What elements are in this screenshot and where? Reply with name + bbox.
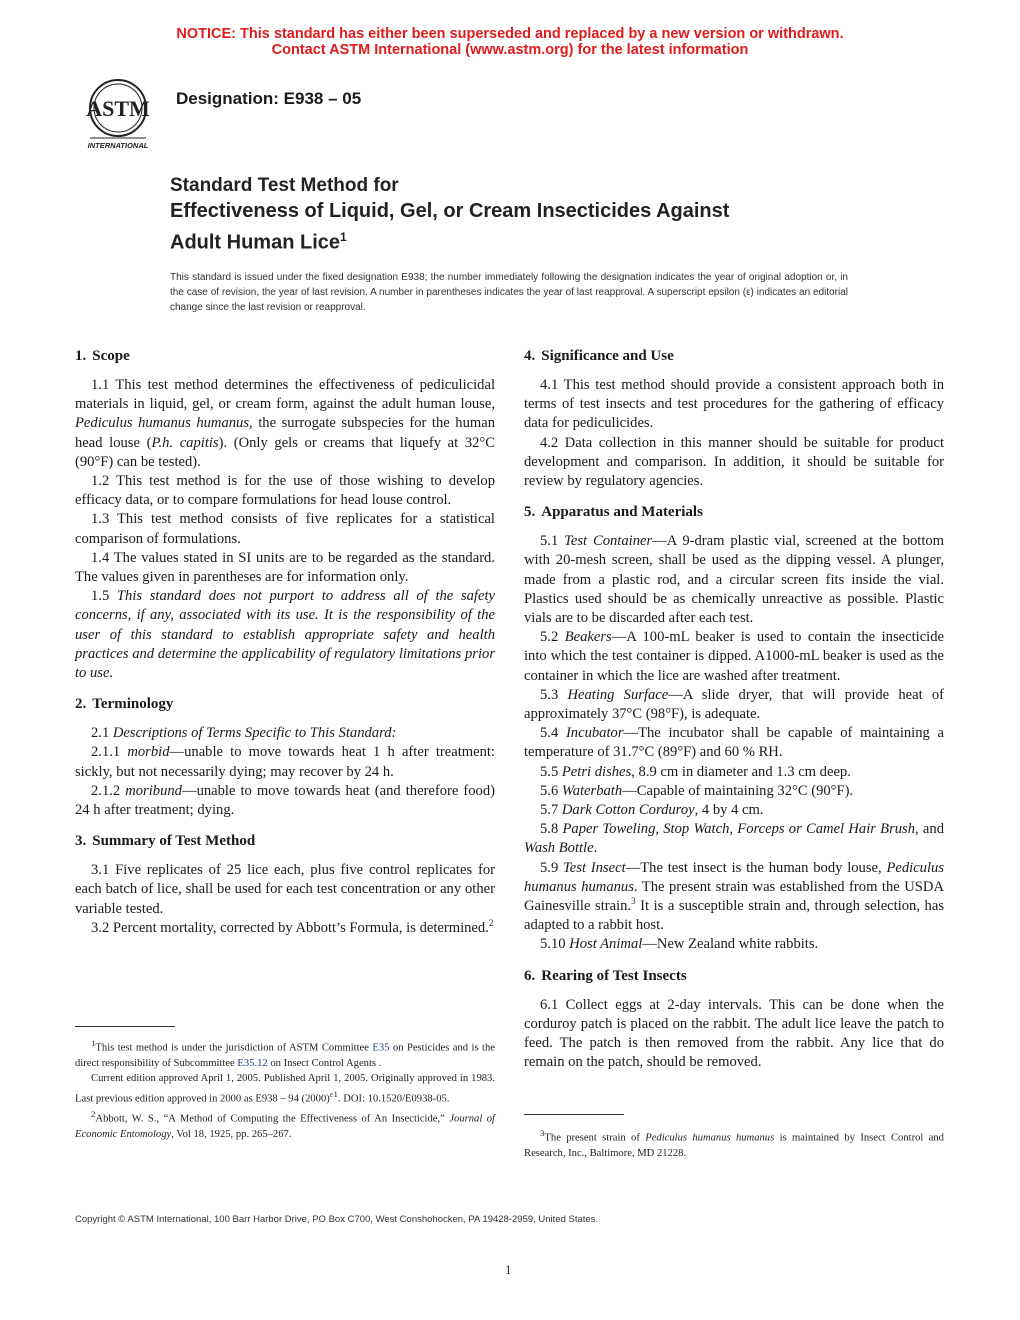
- page-number: 1: [505, 1262, 512, 1277]
- logo-letters: ASTM: [86, 96, 150, 121]
- paragraph-1-4: 1.4 The values stated in SI units are to be regarded as the standard. The values given in parentheses are for information only.: [75, 549, 495, 586]
- paragraph-3-2: 3.2 Percent mortality, corrected by Abbott’s Formula, is determined.$^2$: [91, 918, 494, 936]
- paragraph-5-8: 5.8 Paper Toweling, Stop Watch, Forceps or Camel Hair Brush, and Wash Bottle.: [524, 821, 944, 857]
- subcommittee-link[interactable]: E35.12: [237, 1057, 268, 1069]
- footnotes-left: [75, 1036, 495, 1142]
- paragraph-1-5: 1.5 This standard does not purport to address all of the safety concerns, if any, associated with its use. It is the responsibility of the user of this standard to establish appropriate safety and health practices and determine the applicability of regulatory limitations prior to use.: [75, 588, 495, 682]
- title-line-1: Standard Test Method for: [170, 175, 399, 196]
- paragraph-2-1: 2.1 Descriptions of Terms Specific to This Standard:: [91, 725, 397, 742]
- logo-subtext: INTERNATIONAL: [87, 141, 149, 150]
- section-significance: [524, 347, 944, 491]
- paragraph-1-3: 1.3 This test method consists of five replicates for a statistical comparison of formulations.: [75, 511, 495, 547]
- paragraph-4-2: 4.2 Data collection in this manner should be suitable for product development and comparison. In addition, it should be suitable for review by regulatory agencies.: [524, 434, 944, 490]
- paragraph-5-9: 5.9 Test Insect—The test insect is the human body louse, Pediculus humanus humanus. The present strain was established from the USDA Gainesville strain.$^3$ It is a susceptible strain and, through selection, has adapted to a rabbit host.: [524, 859, 945, 934]
- paragraph-5-5: 5.5 Petri dishes, 8.9 cm in diameter and 1.3 cm deep.: [540, 763, 851, 780]
- section-heading: 4. Significance and Use: [524, 348, 674, 364]
- fixed-designation-note: This standard is issued under the fixed designation E938; the number immediately following the designation indicates the year of original adoption or, in the case of revision, the year of last revision. A number in parentheses indicates the year of last reapproval. A superscript epsilon (ε) indicates an editorial change since the last revision or reapproval.: [170, 272, 848, 313]
- notice-line-1: NOTICE: This standard has either been superseded and replaced by a new version or withdrawn.: [176, 26, 844, 42]
- section-rearing: [524, 967, 944, 1073]
- copyright-line: Copyright © ASTM International, 100 Barr Harbor Drive, PO Box C700, West Conshohocken, PA 19428-2959, United States.: [75, 1214, 599, 1225]
- astm-logo-icon: [76, 76, 160, 152]
- paragraph-2-1-2: 2.1.2 moribund—unable to move towards heat (and therefore food) 24 h after treatment; dying.: [75, 782, 495, 819]
- footnote-2: $^2$Abbott, W. S., “A Method of Computing the Effectiveness of An Insecticide,” Journal of Economic Entomology, Vol 18, 1925, pp. 265–267.: [75, 1108, 495, 1140]
- title-line-3: [170, 224, 890, 256]
- footnote-1: $^1$This test method is under the jurisdiction of ASTM Committee E35 on Pesticides and is the direct responsibility of Subcommittee E35.12 on Insect Control Agents .: [75, 1038, 495, 1069]
- paragraph-5-2: 5.2 Beakers—A 100-mL beaker is used to contain the insecticide into which the test container is dipped. A1000-mL beaker is used as the container in which the lice are washed after treatment.: [524, 629, 945, 684]
- section-heading: 6. Rearing of Test Insects: [524, 967, 687, 984]
- paragraph-5-1: 5.1 Test Container—A 9-dram plastic vial, screened at the bottom with 20-mesh screen, shall be used as the dipping vessel. A plunger, made from a plastic rod, and a circular screen fits inside the vial. Plastics used should be as chemically unreactive as possible. Plastic vials are to be discarded after each test.: [524, 533, 945, 627]
- astm-logo: [76, 76, 160, 152]
- paragraph-3-1: 3.1 Five replicates of 25 lice each, plus five control replicates for each batch of lice, shall be used for each test concentration or any other variable tested.: [75, 862, 495, 917]
- paragraph-5-3: 5.3 Heating Surface—A slide dryer, that will provide heat of approximately 37°C (98°F), is adequate.: [524, 686, 945, 723]
- section-summary: [75, 832, 495, 938]
- paragraph-5-6: 5.6 Waterbath—Capable of maintaining 32°C (90°F).: [540, 782, 854, 799]
- paragraph-1-1: 1.1 This test method determines the effectiveness of pediculicidal materials in liquid, gel, or cream form, against the adult human louse, Pediculus humanus humanus, the surrogate subspecies for the human head louse (P.h. capitis). (Only gels or creams that liquefy at 32°C (90°F) can be tested).: [75, 377, 495, 470]
- paragraph-5-4: 5.4 Incubator—The incubator shall be capable of maintaining a temperature of 31.7°C (89°F) and 60 % RH.: [524, 725, 944, 761]
- paragraph-5-10: 5.10 Host Animal—New Zealand white rabbits.: [540, 936, 819, 953]
- section-heading: 5. Apparatus and Materials: [524, 504, 703, 521]
- document-title: [170, 174, 890, 256]
- paragraph-1-2: 1.2 This test method is for the use of those wishing to develop efficacy data, or to compare formulations for head louse control.: [75, 473, 495, 509]
- section-heading: 1. Scope: [75, 348, 130, 364]
- title-line-2: Effectiveness of Liquid, Gel, or Cream Insecticides Against: [170, 200, 730, 222]
- section-heading: 2. Terminology: [75, 696, 174, 713]
- section-apparatus: [524, 503, 944, 954]
- footnote-rule: [75, 1026, 175, 1027]
- designation: Designation: E938 – 05: [176, 89, 362, 108]
- committee-link[interactable]: E35: [372, 1042, 390, 1054]
- paragraph-4-1: 4.1 This test method should provide a consistent approach both in terms of test insects and test procedures for the gathering of efficacy data for pediculicides.: [524, 377, 944, 432]
- section-terminology: [75, 695, 495, 820]
- withdrawal-notice: [0, 26, 1020, 58]
- footnote-rule: [524, 1114, 624, 1115]
- section-scope: [75, 347, 495, 683]
- footnote-3: $^3$The present strain of Pediculus humanus humanus is maintained by Insect Control and Research, Inc., Baltimore, MD 21228.: [524, 1128, 944, 1159]
- section-heading: 3. Summary of Test Method: [75, 833, 256, 850]
- right-column: [524, 347, 944, 1085]
- title-footnote-ref: 1: [340, 230, 347, 244]
- paragraph-6-1: 6.1 Collect eggs at 2-day intervals. This can be done when the corduroy patch is placed on the rabbit. The adult lice leave the patch to feed. The patch is then removed from the rabbit. Any lice that do remain on the patch, should be removed.: [524, 996, 944, 1071]
- paragraph-2-1-1: 2.1.1 morbid—unable to move towards heat 1 h after treatment: sickly, but not necessarily dying; may recover by 24 h.: [75, 744, 495, 780]
- footnotes-right: [524, 1126, 944, 1161]
- notice-line-2: Contact ASTM International (www.astm.org) for the latest information: [271, 42, 749, 58]
- left-column: [75, 347, 495, 950]
- footnote-1-edition: Current edition approved April 1, 2005. Published April 1, 2005. Originally approved in 1983. Last previous edition approved in 2000 as E938 – 94 $(2000)^{\varepsilon 1}$. DOI: 10.1520/E0938-05.: [75, 1073, 495, 1105]
- paragraph-5-7: 5.7 Dark Cotton Corduroy, 4 by 4 cm.: [540, 802, 764, 819]
- title-line-3-text: Adult Human Lice: [170, 231, 341, 254]
